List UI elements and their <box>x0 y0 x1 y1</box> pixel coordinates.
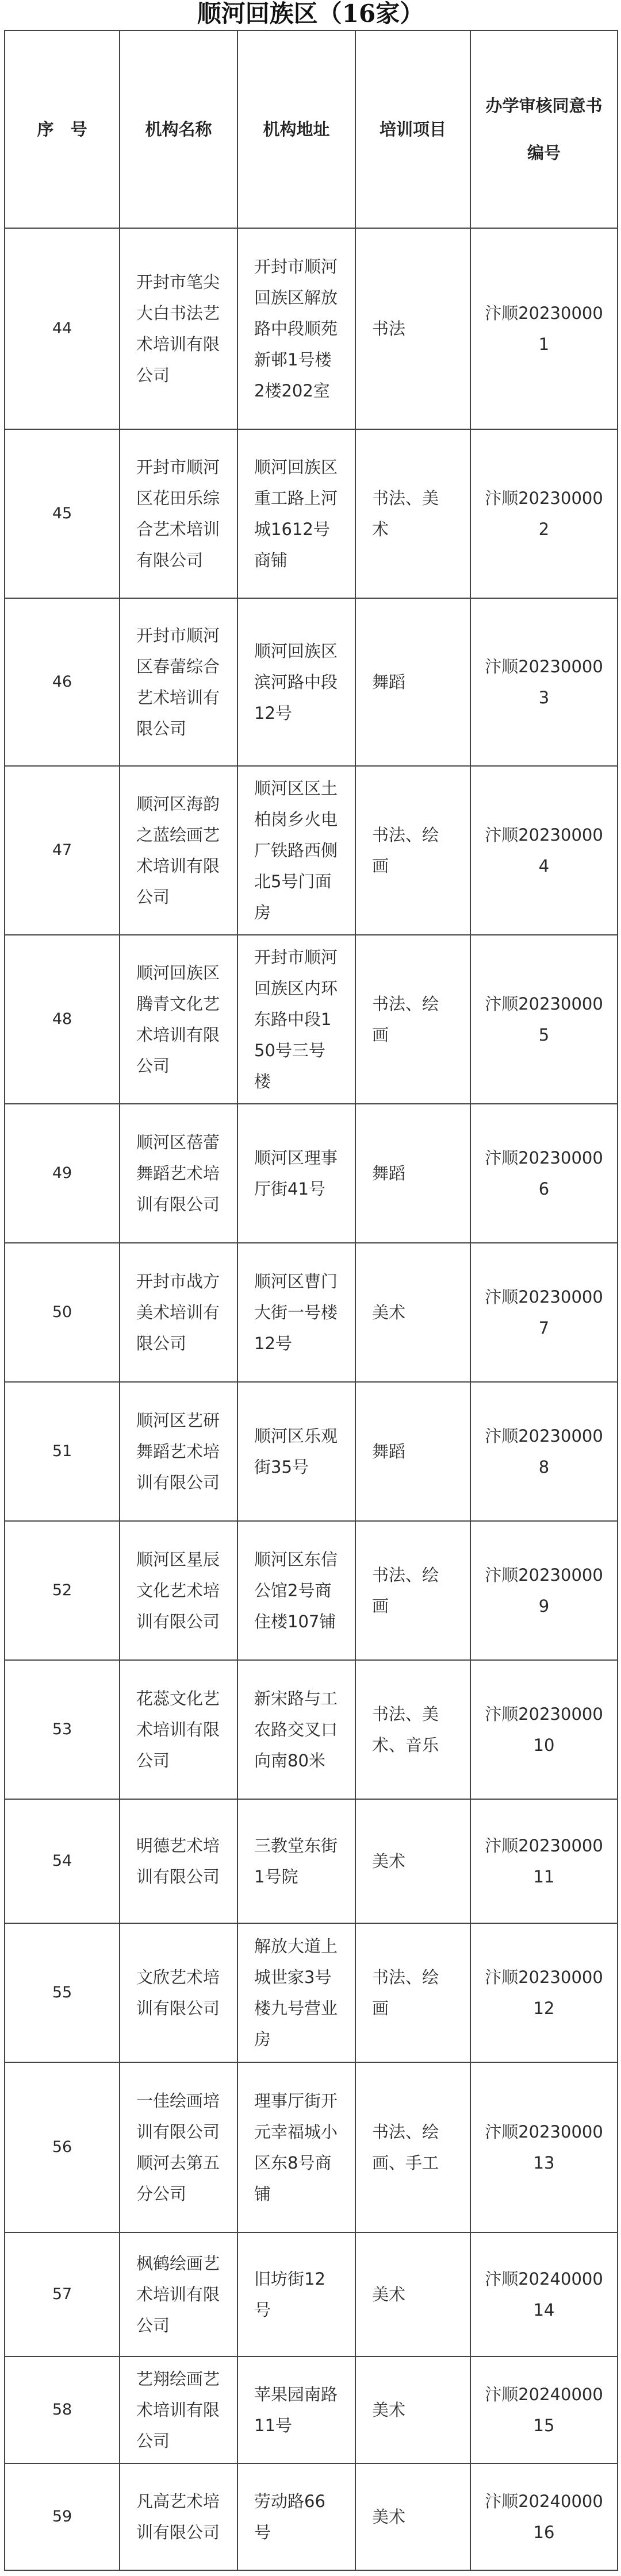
row-institution-address: 旧坊街12号 <box>254 2269 325 2320</box>
row-permit-number: 汴顺202300007 <box>485 1287 603 1338</box>
table-row <box>5 1521 618 1660</box>
row-institution-address: 解放大道上城世家3号楼九号营业房 <box>254 1936 338 2049</box>
row-institution-name: 开封市顺河区春蕾综合艺术培训有限公司 <box>136 626 220 738</box>
table-row <box>5 1660 618 1799</box>
row-institution-name: 文欣艺术培训有限公司 <box>136 1967 220 2018</box>
table-row <box>5 228 618 429</box>
row-institution-name: 开封市战方美术培训有限公司 <box>136 1272 220 1353</box>
row-training-project: 书法、绘画 <box>372 994 439 1045</box>
table-row <box>5 1243 618 1382</box>
row-permit-number: 汴顺2024000015 <box>485 2385 603 2435</box>
row-permit-number: 汴顺202300003 <box>485 657 603 707</box>
row-seq: 45 <box>5 429 120 598</box>
row-permit-number: 汴顺202300006 <box>485 1148 603 1199</box>
row-training-project: 书法 <box>372 319 406 338</box>
table-row <box>5 2062 618 2232</box>
row-permit-number: 汴顺202300005 <box>485 994 603 1045</box>
table-row <box>5 766 618 935</box>
row-training-project: 书法、绘画 <box>372 825 439 876</box>
table-header-row <box>5 30 618 228</box>
row-institution-name: 凡高艺术培训有限公司 <box>136 2492 220 2542</box>
row-seq: 48 <box>5 935 120 1104</box>
row-permit-number: 汴顺202300001 <box>485 303 603 354</box>
page-title: 顺河回族区（16家） <box>197 0 424 28</box>
row-institution-address: 顺河回族区重工路上河城1612号商铺 <box>254 457 338 570</box>
table-row <box>5 1382 618 1521</box>
row-seq: 44 <box>5 228 120 429</box>
row-institution-address: 苹果园南路11号 <box>254 2385 338 2435</box>
header-permit <box>470 30 618 228</box>
row-institution-name: 艺翔绘画艺术培训有限公司 <box>136 2369 220 2451</box>
row-seq: 49 <box>5 1104 120 1243</box>
header-name: 机构名称 <box>120 30 237 228</box>
row-institution-name: 顺河区星辰文化艺术培训有限公司 <box>136 1550 220 1631</box>
row-seq: 55 <box>5 1923 120 2062</box>
row-institution-name: 花蕊文化艺术培训有限公司 <box>136 1689 220 1770</box>
row-institution-address: 顺河区乐观街35号 <box>254 1426 338 1477</box>
row-seq: 47 <box>5 766 120 935</box>
institution-table <box>4 30 618 2571</box>
row-seq: 56 <box>5 2062 120 2232</box>
table-row <box>5 935 618 1104</box>
row-institution-name: 顺河区海韵之蓝绘画艺术培训有限公司 <box>136 794 220 907</box>
row-training-project: 书法、美术、音乐 <box>372 1704 439 1755</box>
row-permit-number: 汴顺2023000013 <box>485 2122 603 2173</box>
row-training-project: 书法、绘画、手工 <box>372 2122 439 2173</box>
row-institution-address: 顺河区东信公馆2号商住楼107铺 <box>254 1550 338 1631</box>
row-institution-name: 一佳绘画培训有限公司顺河去第五分公司 <box>136 2091 220 2204</box>
header-seq: 序 号 <box>5 30 120 228</box>
row-permit-number: 汴顺2024000014 <box>485 2269 603 2320</box>
table-row <box>5 2463 618 2570</box>
row-institution-address: 顺河回族区滨河路中段12号 <box>254 641 338 723</box>
row-institution-name: 顺河区蓓蕾舞蹈艺术培训有限公司 <box>136 1133 220 1214</box>
table-row <box>5 1923 618 2062</box>
header-address: 机构地址 <box>237 30 355 228</box>
row-permit-number: 汴顺202300004 <box>485 825 603 876</box>
row-institution-name: 枫鹤绘画艺术培训有限公司 <box>136 2254 220 2335</box>
row-institution-name: 明德艺术培训有限公司 <box>136 1836 220 1886</box>
row-permit-number: 汴顺202300002 <box>485 488 603 539</box>
row-institution-address: 顺河区曹门大街一号楼12号 <box>254 1272 338 1353</box>
row-seq: 54 <box>5 1799 120 1923</box>
row-training-project: 书法、绘画 <box>372 1565 439 1616</box>
row-institution-name: 开封市笔尖大白书法艺术培训有限公司 <box>136 272 220 385</box>
table-body <box>5 228 618 2570</box>
row-seq: 50 <box>5 1243 120 1382</box>
row-institution-address: 三教堂东街1号院 <box>254 1836 338 1886</box>
row-training-project: 舞蹈 <box>372 1164 406 1183</box>
header-project: 培训项目 <box>355 30 470 228</box>
row-permit-number: 汴顺2023000011 <box>485 1836 603 1886</box>
row-training-project: 美术 <box>372 2507 406 2527</box>
row-training-project: 书法、美术 <box>372 488 439 539</box>
row-institution-address: 新宋路与工农路交叉口向南80米 <box>254 1689 338 1770</box>
row-seq: 57 <box>5 2232 120 2356</box>
row-institution-address: 理事厅街开元幸福城小区东8号商铺 <box>254 2091 338 2204</box>
row-permit-number: 汴顺202300009 <box>485 1565 603 1616</box>
row-seq: 51 <box>5 1382 120 1521</box>
row-seq: 46 <box>5 598 120 766</box>
table-row <box>5 1104 618 1243</box>
row-seq: 58 <box>5 2356 120 2463</box>
row-training-project: 舞蹈 <box>372 1442 406 1461</box>
row-institution-name: 顺河回族区腾青文化艺术培训有限公司 <box>136 963 220 1076</box>
row-permit-number: 汴顺2023000012 <box>485 1967 603 2018</box>
row-training-project: 舞蹈 <box>372 672 406 692</box>
row-permit-number: 汴顺2024000016 <box>485 2492 603 2542</box>
row-institution-address: 顺河区区土柏岗乡火电厂铁路西侧北5号门面房 <box>254 779 338 922</box>
row-seq: 53 <box>5 1660 120 1799</box>
row-permit-number: 汴顺2023000010 <box>485 1704 603 1755</box>
row-institution-address: 顺河区理事厅街41号 <box>254 1148 338 1199</box>
table-row <box>5 2232 618 2356</box>
row-training-project: 书法、绘画 <box>372 1967 439 2018</box>
table-row <box>5 2356 618 2463</box>
table-row <box>5 598 618 766</box>
table-row <box>5 1799 618 1923</box>
row-permit-number: 汴顺202300008 <box>485 1426 603 1477</box>
row-institution-address: 劳动路66号 <box>254 2492 325 2542</box>
row-institution-name: 顺河区艺研舞蹈艺术培训有限公司 <box>136 1411 220 1492</box>
row-seq: 59 <box>5 2463 120 2570</box>
row-training-project: 美术 <box>372 2400 406 2420</box>
row-training-project: 美术 <box>372 1851 406 1871</box>
header-permit-label: 办学审核同意书编号 <box>485 96 603 163</box>
table-row <box>5 429 618 598</box>
row-training-project: 美术 <box>372 1303 406 1322</box>
row-training-project: 美术 <box>372 2285 406 2304</box>
row-institution-address: 开封市顺河回族区内环东路中段150号三号楼 <box>254 948 338 1091</box>
row-seq: 52 <box>5 1521 120 1660</box>
row-institution-name: 开封市顺河区花田乐综合艺术培训有限公司 <box>136 457 220 570</box>
row-institution-address: 开封市顺河回族区解放路中段顺苑新邨1号楼2楼202室 <box>254 257 338 401</box>
